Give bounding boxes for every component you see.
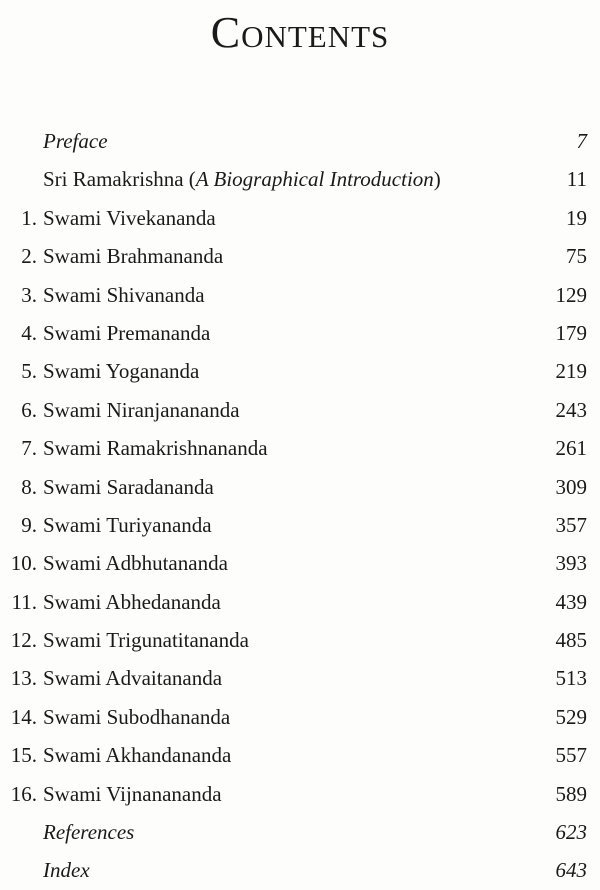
toc-entry-chapter-3[interactable] [0, 276, 600, 314]
entry-title: Swami Yogananda [43, 359, 200, 384]
toc-entry-chapter-1[interactable] [0, 199, 600, 237]
entry-title: Swami Saradananda [43, 474, 214, 499]
toc-entry-index[interactable] [0, 851, 600, 889]
toc-entry-chapter-6[interactable] [0, 391, 600, 429]
toc-entry-preface[interactable] [0, 122, 600, 160]
entry-title: Swami Trigunatitananda [43, 628, 249, 653]
entry-page-number: 513 [555, 666, 587, 691]
entry-title: Swami Advaitananda [43, 666, 223, 691]
page-title: Contents [210, 8, 390, 57]
entry-page-number: 529 [555, 704, 587, 729]
entry-title: Swami Turiyananda [43, 512, 212, 537]
entry-page-number: 357 [555, 512, 587, 537]
entry-title: Swami Adbhutananda [43, 551, 228, 576]
entry-title: Swami Subodhananda [43, 704, 231, 729]
entry-page-number: 485 [555, 628, 587, 653]
entry-page-number: 219 [555, 359, 587, 384]
toc-entry-references[interactable] [0, 813, 600, 851]
entry-page-number: 393 [555, 551, 587, 576]
entry-title: Swami Akhandananda [43, 743, 232, 768]
entry-number: 3. [21, 282, 37, 307]
entry-number: 14. [10, 704, 37, 729]
entry-number: 11. [11, 589, 37, 614]
entry-number: 15. [10, 743, 37, 768]
entry-page-number: 309 [555, 474, 587, 499]
entry-number: 13. [10, 666, 37, 691]
entry-number: 7. [21, 436, 37, 461]
toc-entry-chapter-8[interactable] [0, 468, 600, 506]
toc-entry-chapter-14[interactable] [0, 698, 600, 736]
entry-number: 1. [21, 205, 37, 230]
entry-number: 9. [21, 512, 37, 537]
toc-entry-chapter-16[interactable] [0, 775, 600, 813]
entry-page-number: 19 [566, 205, 587, 230]
entry-title-closing: ) [433, 167, 441, 192]
entry-title: References [43, 820, 135, 845]
toc-entry-chapter-9[interactable] [0, 506, 600, 544]
entry-number: 2. [21, 244, 37, 269]
entry-page-number: 261 [555, 436, 587, 461]
entry-title: Swami Vijnanananda [43, 781, 222, 806]
toc-entry-chapter-13[interactable] [0, 659, 600, 697]
entry-number: 8. [21, 474, 37, 499]
entry-page-number: 7 [576, 129, 587, 153]
entry-page-number: 129 [555, 282, 587, 307]
entry-title: Preface [43, 129, 108, 153]
toc-entry-chapter-15[interactable] [0, 736, 600, 774]
entry-title: Swami Brahmananda [43, 244, 224, 269]
entry-number: 5. [21, 359, 37, 384]
entry-number: 4. [21, 320, 37, 345]
table-of-contents [0, 122, 600, 890]
entry-title [43, 160, 441, 198]
toc-entry-chapter-4[interactable] [0, 314, 600, 352]
toc-entry-chapter-2[interactable] [0, 237, 600, 275]
toc-entry-chapter-12[interactable] [0, 621, 600, 659]
entry-title: Swami Abhedananda [43, 589, 221, 614]
entry-page-number: 179 [555, 320, 587, 345]
entry-page-number: 11 [566, 167, 587, 192]
entry-number: 6. [21, 397, 37, 422]
entry-page-number: 589 [555, 781, 587, 806]
entry-title-text: Sri Ramakrishna ( [43, 167, 196, 192]
toc-entry-chapter-7[interactable] [0, 429, 600, 467]
entry-page-number: 439 [555, 589, 587, 614]
entry-title: Swami Niranjanananda [43, 397, 240, 422]
toc-entry-chapter-10[interactable] [0, 544, 600, 582]
entry-page-number: 623 [555, 820, 587, 845]
entry-number: 10. [10, 551, 37, 576]
entry-title: Swami Vivekananda [43, 205, 216, 230]
entry-number: 16. [10, 781, 37, 806]
entry-title: Swami Shivananda [43, 282, 205, 307]
entry-number: 12. [10, 628, 37, 653]
entry-page-number: 75 [566, 244, 587, 269]
entry-subtitle: A Biographical Introduction [195, 167, 434, 192]
toc-entry-chapter-5[interactable] [0, 352, 600, 390]
entry-page-number: 643 [555, 858, 587, 883]
entry-title: Swami Premananda [43, 320, 211, 345]
entry-title: Swami Ramakrishnananda [43, 436, 268, 461]
entry-page-number: 243 [555, 397, 587, 422]
entry-title: Index [43, 858, 90, 883]
entry-page-number: 557 [555, 743, 587, 768]
toc-entry-chapter-11[interactable] [0, 583, 600, 621]
toc-entry-sri-ramakrishna[interactable] [0, 160, 600, 198]
